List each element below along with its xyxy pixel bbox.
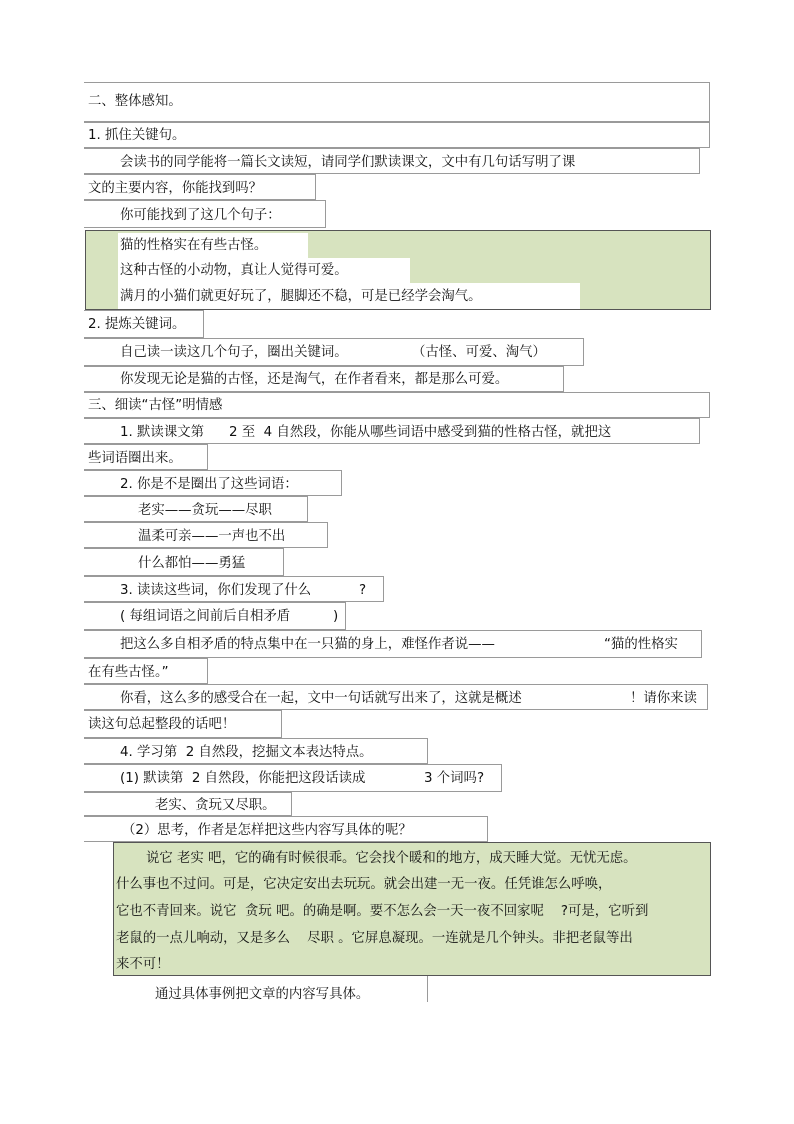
summary-line2: 在有些古怪。” [88, 665, 169, 680]
key-sentence: 这种古怪的小动物，真让人觉得可爱。 [120, 263, 348, 278]
section3-heading: 三、细读“古怪”明情感 [88, 398, 223, 413]
excerpt-line: 来不可！ [116, 957, 170, 972]
read-line1: 你看，这么多的感受合在一起，文中一句话就写出来了，这就是概述 [120, 691, 522, 706]
word-pair: 温柔可亲——一声也不出 [138, 529, 286, 544]
word-pair: 老实——贪玩——尽职 [138, 503, 272, 518]
q1-line2: 些词语圈出来。 [88, 451, 182, 466]
summary-quote: “猫的性格实 [604, 637, 678, 652]
point2-finding: 你发现无论是猫的古怪，还是淘气，在作者看来，都是那么可爱。 [120, 372, 509, 387]
q3-question-mark: ? [359, 583, 367, 598]
q4-2: （2）思考，作者是怎样把这些内容写具体的呢？ [122, 823, 412, 838]
summary-line1: 把这么多自相矛盾的特点集中在一只猫的身上，难怪作者说—— [120, 637, 495, 652]
q4-1: (1) 默读第 2 自然段，你能把这段话读成 [120, 771, 366, 786]
point2-keywords: （古怪、可爱、淘气） [412, 345, 546, 360]
read-line2: 读这句总起整段的话吧！ [88, 717, 236, 732]
excerpt-line: 老鼠的一点儿响动，又是多么 尽职 。它屏息凝现。一连就是几个钟头。非把老鼠等出 [116, 931, 633, 946]
key-sentence: 满月的小猫们就更好玩了，腿脚还不稳，可是已经学会淘气。 [120, 289, 482, 304]
q1-line1-a: 1. 默读课文第 [120, 425, 204, 440]
excerpt-line: 什么事也不过问。可是，它决定安出去玩玩。就会出建一无一夜。任凭谁怎么呼唤， [116, 877, 612, 892]
excerpt-line: 它也不青回来。说它 贪玩 吧。的确是啊。要不怎么会一天一夜不回家呢 ?可是，它听到 [116, 904, 649, 919]
point1-title: 1. 抓住关键句。 [88, 128, 186, 143]
point1-intro: 你可能找到了这几个句子： [120, 208, 281, 223]
q3-answer: ( 每组词语之间前后自相矛盾 [120, 609, 291, 624]
q2-title: 2. 你是不是圈出了这些词语： [120, 477, 298, 492]
key-sentence: 猫的性格实在有些古怪。 [120, 238, 268, 253]
q4-1-end: 3 个词吗? [424, 771, 485, 786]
q3-title: 3. 读读这些词，你们发现了什么 [120, 583, 312, 598]
section2-heading: 二、整体感知。 [88, 94, 182, 109]
point1-paragraph-line1: 会读书的同学能将一篇长文读短，请同学们默读课文，文中有几句话写明了课 [120, 155, 576, 170]
excerpt-line: 说它 老实 吧，它的确有时候很乖。它会找个暖和的地方，成天睡大觉。无忧无虑。 [146, 851, 637, 866]
point2-instruction: 自己读一读这几个句子，圈出关键词。 [120, 345, 348, 360]
conclusion: 通过具体事例把文章的内容写具体。 [155, 987, 370, 1002]
point1-paragraph-line2: 文的主要内容，你能找到吗？ [88, 181, 263, 196]
q4-title: 4. 学习第 2 自然段，挖掘文本表达特点。 [120, 745, 373, 760]
point2-title: 2. 提炼关键词。 [88, 317, 186, 332]
divider [427, 976, 428, 1002]
word-pair: 什么都怕——勇猛 [138, 556, 246, 571]
q1-line1-b: 2 至 4 自然段，你能从哪些词语中感受到猫的性格古怪，就把这 [229, 425, 612, 440]
read-line1-end: ！请你来读 [630, 691, 697, 706]
q4-1-answer: 老实、贪玩又尽职。 [155, 798, 276, 813]
q3-answer-close: ) [333, 609, 339, 624]
